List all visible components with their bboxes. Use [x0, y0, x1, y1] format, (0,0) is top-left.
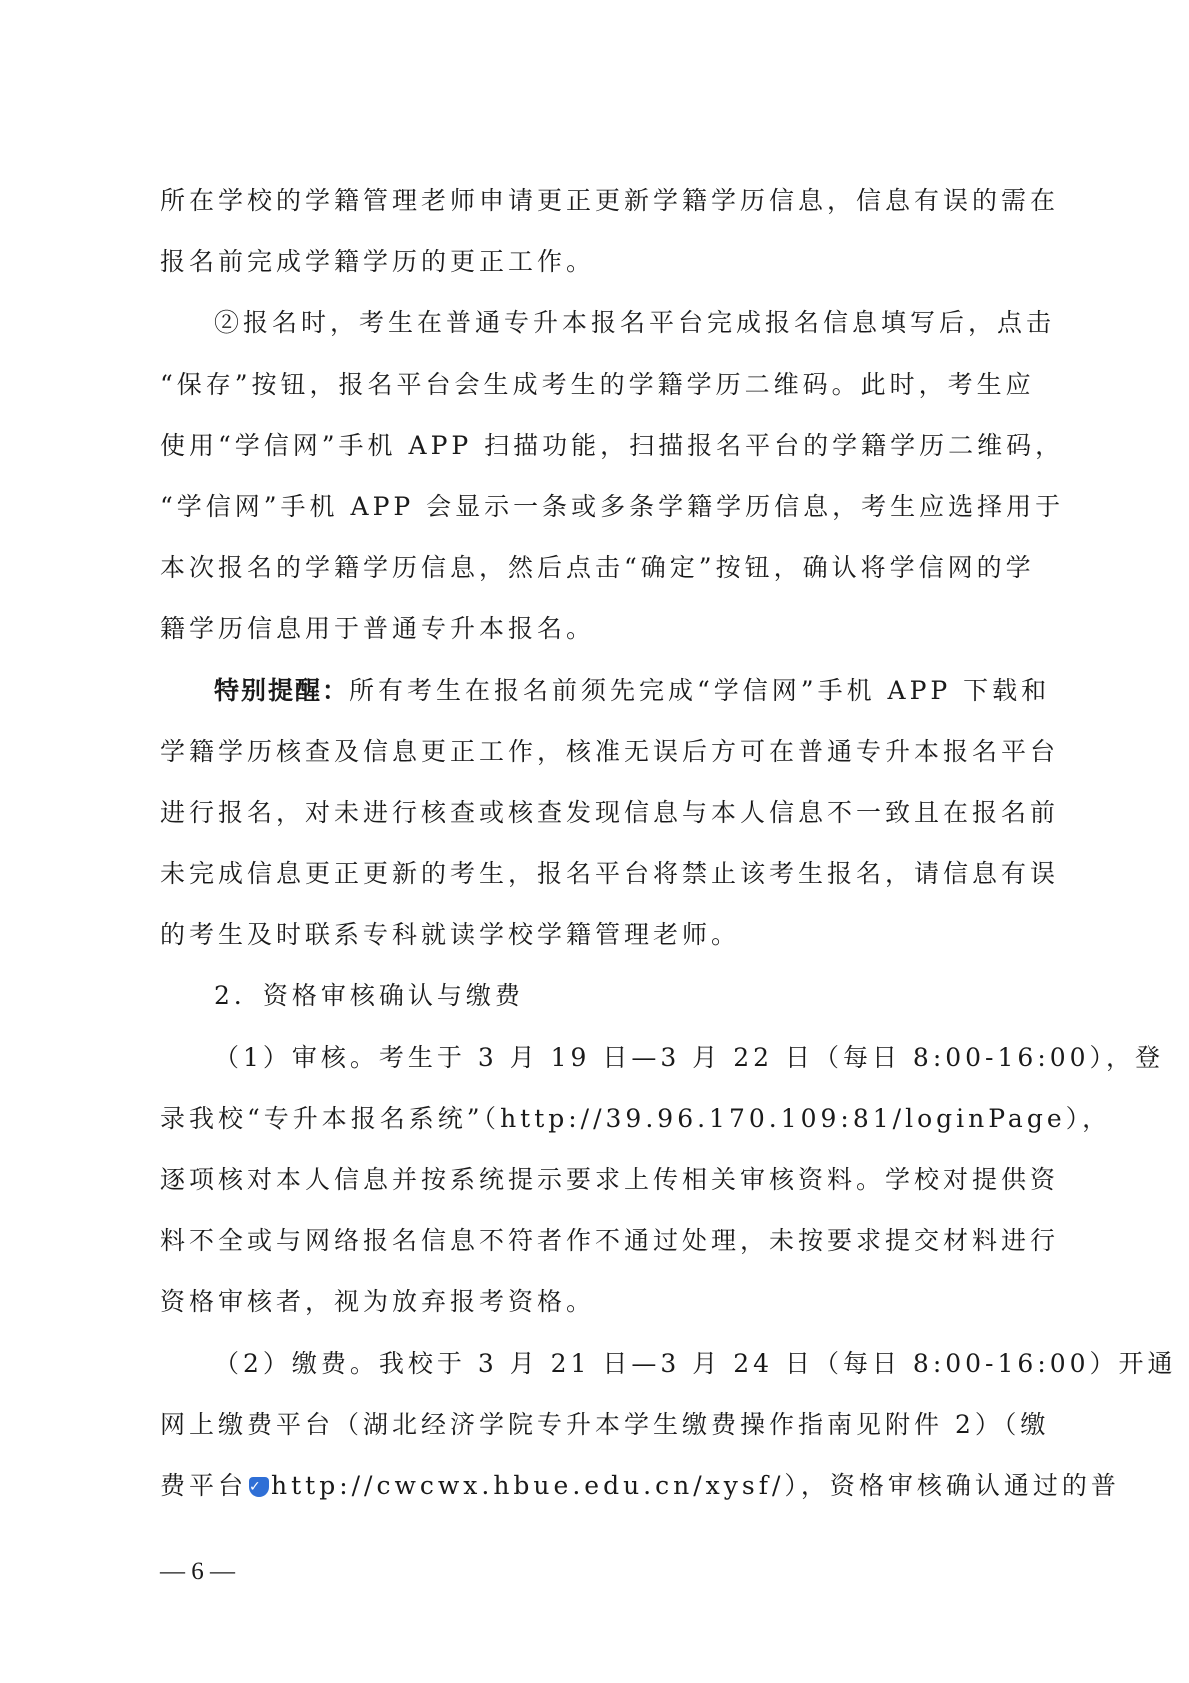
text-line: 所在学校的学籍管理老师申请更正更新学籍学历信息，信息有误的需在 [160, 186, 1060, 215]
text-line: 料不全或与网络报名信息不符者作不通过处理，未按要求提交材料进行 [160, 1226, 1060, 1256]
special-reminder-label: 特别提醒： [214, 675, 350, 705]
text-line [160, 660, 1051, 721]
text-line: 报名前完成学籍学历的更正工作。 [160, 247, 596, 277]
text-line [160, 1455, 1120, 1516]
text-line: 本次报名的学籍学历信息，然后点击“确定”按钮，确认将学信网的学 [160, 553, 1035, 583]
text-line: （2）缴费。我校于 3 月 21 日—3 月 24 日（每日 8:00-16:00）开通 [214, 1348, 1177, 1378]
text-line: 使用“学信网”手机 APP 扫描功能，扫描报名平台的学籍学历二维码， [160, 430, 1065, 460]
text-line: 的考生及时联系专科就读学校学籍管理老师。 [160, 920, 741, 950]
text-line: “学信网”手机 APP 会显示一条或多条学籍学历信息，考生应选择用于 [160, 491, 1065, 521]
text-line: “保存”按钮，报名平台会生成考生的学籍学历二维码。此时，考生应 [160, 369, 1035, 399]
text-line: 资格审核者，视为放弃报考资格。 [160, 1287, 596, 1317]
document-body [160, 170, 1177, 1516]
text-line: 籍学历信息用于普通专升本报名。 [160, 614, 596, 644]
text-line: 学籍学历核查及信息更正工作，核准无误后方可在普通专升本报名平台 [160, 736, 1060, 766]
text-line: 逐项核对本人信息并按系统提示要求上传相关审核资料。学校对提供资 [160, 1165, 1060, 1194]
text-span: 费平台 [160, 1470, 248, 1500]
page-number: — 6 — [160, 1558, 235, 1585]
text-line: 网上缴费平台（湖北经济学院专升本学生缴费操作指南见附件 2）（缴 [160, 1409, 1050, 1439]
section-heading: 2．资格审核确认与缴费 [214, 981, 524, 1011]
text-line: （1）审核。考生于 3 月 19 日—3 月 22 日（每日 8:00-16:00），登 [214, 1042, 1165, 1072]
text-line: 未完成信息更正更新的考生，报名平台将禁止该考生报名，请信息有误 [160, 859, 1060, 889]
text-line: ②报名时，考生在普通专升本报名平台完成报名信息填写后，点击 [214, 308, 1056, 338]
text-line: 进行报名，对未进行核查或核查发现信息与本人信息不一致且在报名前 [160, 797, 1060, 827]
shield-link-icon: ✓ [249, 1477, 269, 1497]
payment-url-link[interactable]: http://cwcwx.hbue.edu.cn/xysf/），资格审核确认通过的普 [271, 1470, 1120, 1500]
text-line: 录我校“专升本报名系统”（http://39.96.170.109:81/loginPage）， [160, 1103, 1112, 1133]
text-span: 所有考生在报名前须先完成“学信网”手机 APP 下载和 [349, 675, 1051, 705]
